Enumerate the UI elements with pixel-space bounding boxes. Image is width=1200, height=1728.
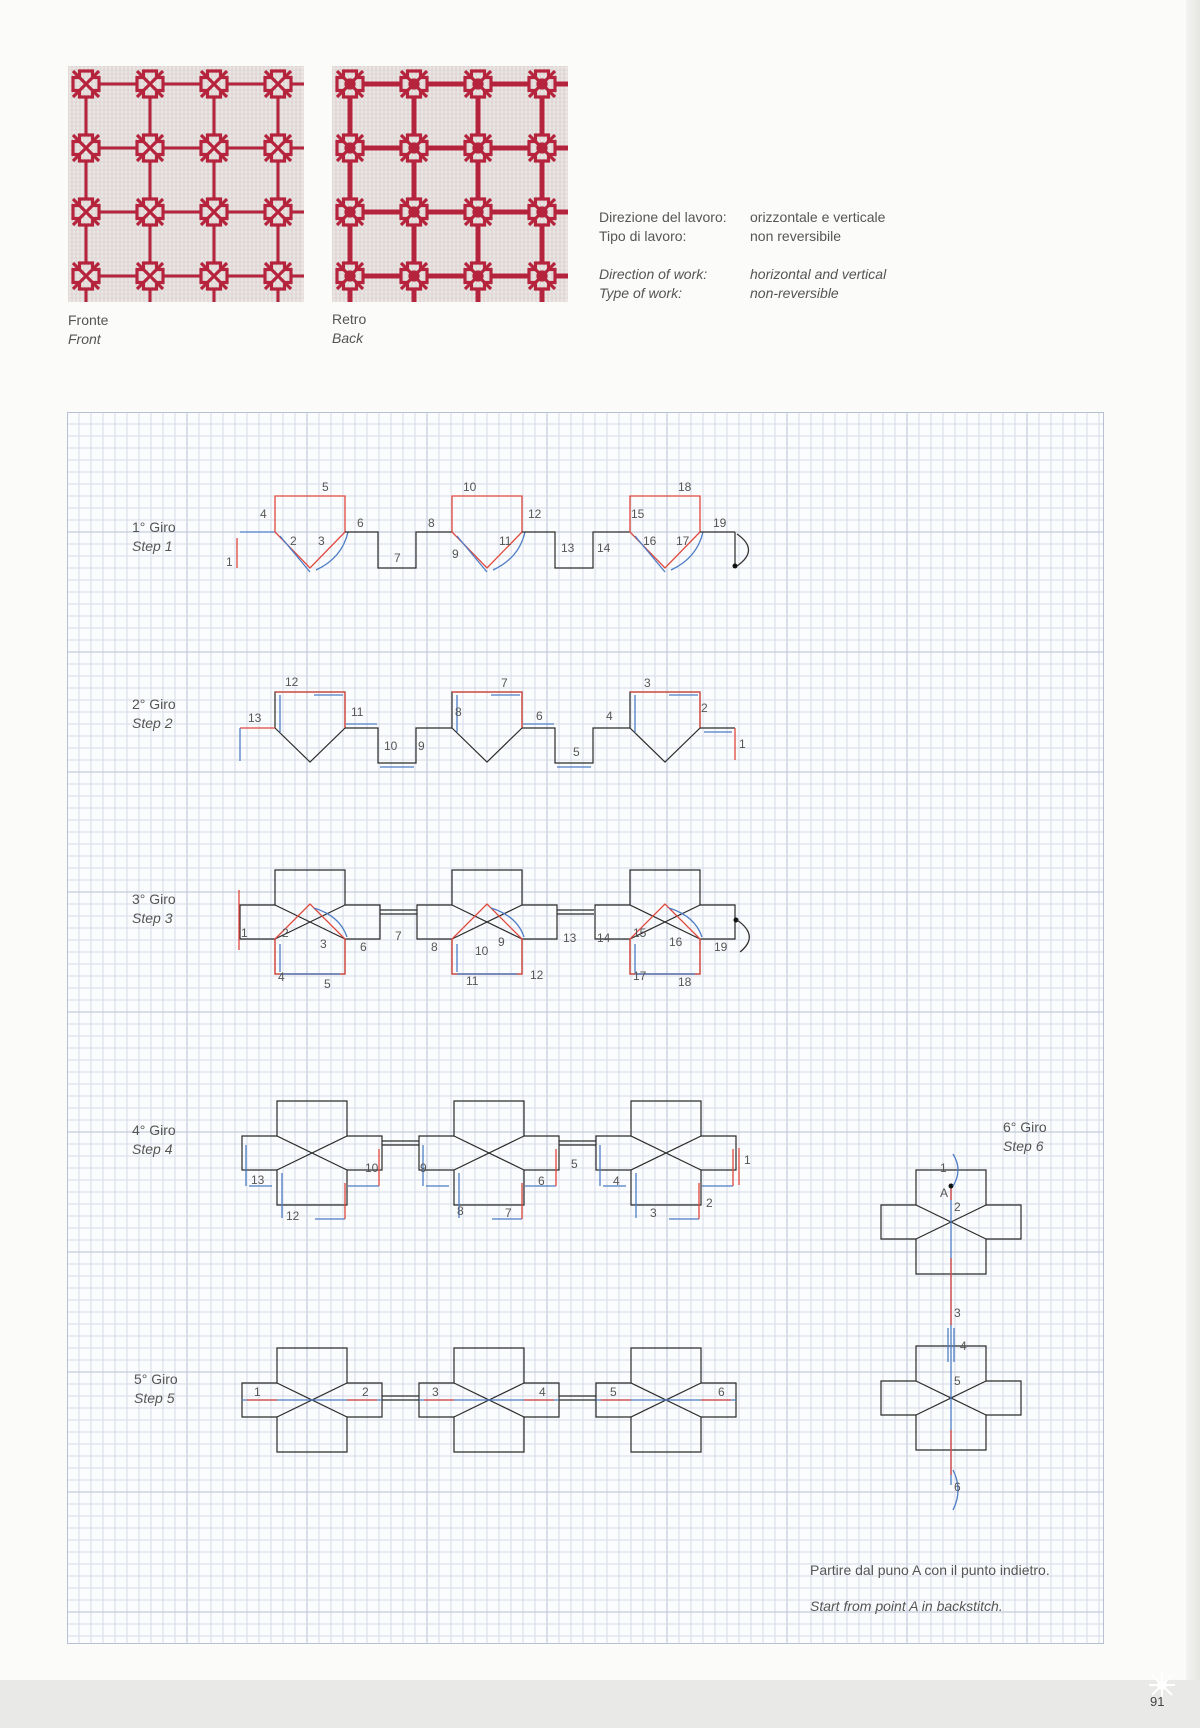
stitch-number: 4: [539, 1385, 546, 1399]
back-caption: [332, 310, 366, 348]
stitch-number: 13: [248, 711, 262, 725]
stitch-number: 10: [384, 739, 398, 753]
stitch-number: 2: [701, 701, 708, 715]
stitch-number: 17: [633, 969, 647, 983]
front-caption-it: Fronte: [68, 312, 109, 328]
step-4-it: 4° Giro: [132, 1122, 176, 1138]
stitch-number: 19: [714, 940, 728, 954]
stitch-number: 7: [394, 551, 401, 565]
step-5-label: [134, 1370, 178, 1408]
stitch-number: 12: [285, 675, 299, 689]
spec-key: Direction of work:: [599, 266, 708, 282]
step-3-it: 3° Giro: [132, 891, 176, 907]
stitch-number: 15: [631, 507, 645, 521]
stitch-number: 6: [538, 1174, 545, 1188]
stitch-number: 11: [466, 974, 479, 988]
stitch-number: 14: [597, 931, 611, 945]
spec-row: [599, 284, 886, 303]
stitch-number: 1: [940, 1161, 947, 1175]
stitch-number: 5: [954, 1374, 961, 1388]
step-2-en: Step 2: [132, 715, 173, 731]
stitch-number: 13: [561, 541, 575, 555]
stitch-number: 13: [251, 1173, 265, 1187]
stitch-number: 12: [286, 1209, 300, 1223]
note-en: Start from point A in backstitch.: [810, 1598, 1003, 1614]
spec-key: Tipo di lavoro:: [599, 228, 687, 244]
step-3-en: Step 3: [132, 910, 173, 926]
step-5-en: Step 5: [134, 1390, 175, 1406]
stitch-number: 14: [597, 541, 611, 555]
stitch-number: 3: [320, 937, 327, 951]
motif-center: [474, 144, 482, 152]
motif-center: [346, 80, 354, 88]
motif-center: [410, 208, 418, 216]
step-1-it: 1° Giro: [132, 519, 176, 535]
stitch-number: 12: [528, 507, 542, 521]
motif-center: [538, 144, 546, 152]
step-6-label: [1003, 1118, 1047, 1156]
stitch-number: 1: [241, 926, 248, 940]
stitch-number: 19: [713, 516, 727, 530]
step-2-label: [132, 695, 176, 733]
back-photo: [332, 66, 568, 302]
motif-center: [410, 144, 418, 152]
stitch-number: 5: [322, 480, 329, 494]
stitch-number: 3: [432, 1385, 439, 1399]
stitch-number: 5: [571, 1157, 578, 1171]
stitch-number: 4: [606, 709, 613, 723]
stitch-number: 5: [610, 1385, 617, 1399]
bottom-band: [0, 1680, 1200, 1728]
motif-center: [538, 80, 546, 88]
spec-value: orizzontale e verticale: [750, 209, 886, 225]
front-photo: [68, 66, 304, 302]
stitch-diagram: [67, 412, 1104, 1644]
stitch-number: 9: [498, 935, 505, 949]
step-3-label: [132, 890, 176, 928]
stitch-number: 6: [357, 516, 364, 530]
step-4-label: [132, 1121, 176, 1159]
stitch-number: 3: [644, 676, 651, 690]
spec-key: Type of work:: [599, 285, 682, 301]
stitch-number: 2: [290, 534, 297, 548]
stitch-number: 6: [718, 1385, 725, 1399]
stitch-number: 2: [362, 1385, 369, 1399]
motif-center: [538, 208, 546, 216]
stitch-number: 7: [501, 676, 508, 690]
stitch-number: 6: [954, 1480, 961, 1494]
motif-center: [410, 80, 418, 88]
stitch-number: 3: [650, 1206, 657, 1220]
step-6-it: 6° Giro: [1003, 1119, 1047, 1135]
stitch-number: A: [940, 1186, 949, 1200]
stitch-number: 10: [475, 944, 489, 958]
spec-row: [599, 227, 886, 246]
stitch-number: 5: [324, 977, 331, 991]
stitch-number: 9: [452, 547, 459, 561]
stitch-number: 8: [457, 1204, 464, 1218]
spec-value: horizontal and vertical: [750, 266, 887, 282]
motif-center: [474, 272, 482, 280]
stitch-number: 2: [282, 926, 289, 940]
stitch-number: 1: [739, 737, 746, 751]
stitch-number: 9: [418, 739, 425, 753]
motif-center: [346, 144, 354, 152]
back-caption-en: Back: [332, 330, 364, 346]
stitch-number: 5: [573, 745, 580, 759]
stitch-number: 4: [260, 507, 267, 521]
step-4-en: Step 4: [132, 1141, 173, 1157]
stitch-number: 10: [463, 480, 477, 494]
stitch-number: 11: [499, 534, 512, 548]
stitch-number: 1: [226, 555, 233, 569]
stitch-grid: [67, 412, 1104, 1644]
motif-center: [346, 272, 354, 280]
end-point: [733, 564, 738, 569]
stitch-number: 8: [455, 705, 462, 719]
stitch-number: 3: [954, 1306, 961, 1320]
spec-row: [599, 208, 886, 227]
stitch-number: 1: [254, 1385, 261, 1399]
step-1-en: Step 1: [132, 538, 173, 554]
note-it: Partire dal puno A con il punto indietro.: [810, 1562, 1050, 1578]
stitch-number: 16: [643, 534, 657, 548]
stitch-number: 13: [563, 931, 577, 945]
stitch-number: 7: [395, 929, 402, 943]
motif-center: [474, 80, 482, 88]
motif-center: [346, 208, 354, 216]
spec-value: non reversibile: [750, 228, 842, 244]
stitch-number: 4: [278, 970, 285, 984]
stitch-number: 9: [420, 1161, 427, 1175]
spec-key: Direzione del lavoro:: [599, 209, 727, 225]
step-6-en: Step 6: [1003, 1138, 1044, 1154]
stitch-number: 10: [365, 1161, 379, 1175]
stitch-number: 8: [428, 516, 435, 530]
spec-value: non-reversible: [750, 285, 839, 301]
stitch-number: 7: [505, 1206, 512, 1220]
point-a: [949, 1184, 954, 1189]
stitch-number: 16: [669, 935, 683, 949]
step-5-it: 5° Giro: [134, 1371, 178, 1387]
stitch-number: 4: [960, 1339, 967, 1353]
page-edge: [1186, 0, 1200, 1728]
stitch-number: 1: [744, 1153, 751, 1167]
stitch-number: 6: [536, 709, 543, 723]
step-1-label: [132, 518, 176, 556]
stitch-number: 2: [706, 1196, 713, 1210]
back-caption-it: Retro: [332, 311, 367, 327]
stitch-number: 18: [678, 480, 692, 494]
stitch-number: 2: [954, 1200, 961, 1214]
stitch-number: 18: [678, 975, 692, 989]
motif-center: [410, 272, 418, 280]
stitch-number: 15: [633, 926, 647, 940]
motif-center: [538, 272, 546, 280]
step-2-it: 2° Giro: [132, 696, 176, 712]
stitch-number: 11: [351, 705, 364, 719]
stitch-number: 6: [360, 940, 367, 954]
stitch-number: 17: [676, 534, 690, 548]
spec-row: [599, 265, 886, 284]
stitch-number: 3: [318, 534, 325, 548]
work-specs: [599, 208, 886, 303]
front-caption: [68, 311, 108, 349]
front-caption-en: Front: [68, 331, 101, 347]
stitch-number: 8: [431, 940, 438, 954]
page-number: 91: [1150, 1694, 1165, 1709]
stitch-number: 12: [530, 968, 544, 982]
motif-center: [474, 208, 482, 216]
stitch-number: 4: [613, 1174, 620, 1188]
